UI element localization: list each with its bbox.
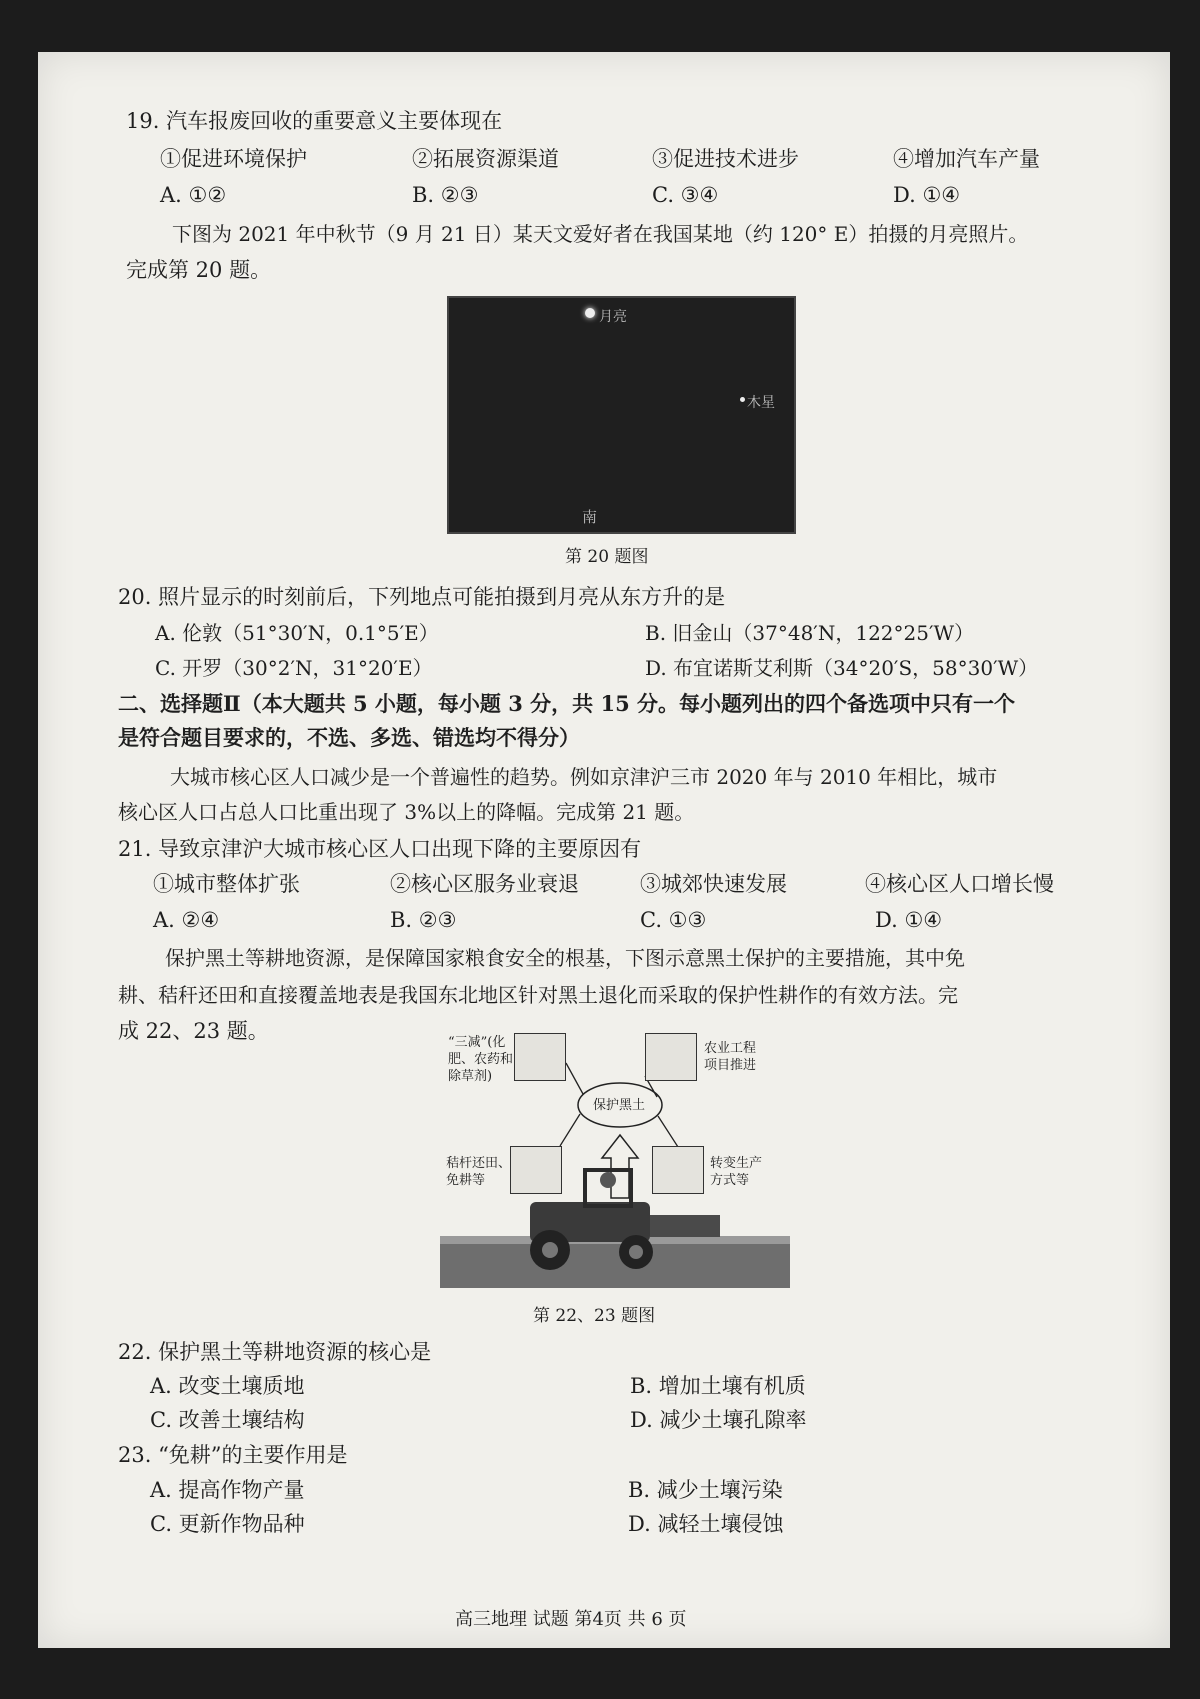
intro20-line1: 下图为 2021 年中秋节（9 月 21 日）某天文爱好者在我国某地（约 120° E）拍摄的月亮照片。 bbox=[172, 222, 1029, 246]
straw-return-icon bbox=[510, 1146, 562, 1194]
q21-stem: 21. 导致京津沪大城市核心区人口出现下降的主要原因有 bbox=[118, 837, 642, 861]
south-label: 南 bbox=[582, 508, 598, 526]
production-change-icon bbox=[652, 1146, 704, 1194]
q21-item-2: ②核心区服务业衰退 bbox=[390, 872, 579, 896]
q22-option-a: A. 改变土壤质地 bbox=[150, 1374, 305, 1398]
q20-option-b: B. 旧金山（37°48′N，122°25′W） bbox=[645, 621, 975, 645]
q22-option-d: D. 减少土壤孔隙率 bbox=[630, 1408, 807, 1432]
q19-item-2: ②拓展资源渠道 bbox=[412, 147, 559, 171]
fertilizer-reduction-icon bbox=[514, 1033, 566, 1081]
intro22-line1: 保护黑土等耕地资源，是保障国家粮食安全的根基，下图示意黑土保护的主要措施，其中免 bbox=[165, 946, 965, 970]
q21-option-c: C. ①③ bbox=[640, 908, 707, 932]
intro21-line1: 大城市核心区人口减少是一个普遍性的趋势。例如京津沪三市 2020 年与 2010 年相比，城市 bbox=[170, 765, 998, 789]
section2-line1: 二、选择题Ⅱ（本大题共 5 小题，每小题 3 分，共 15 分。每小题列出的四个备选项中只有一个 bbox=[118, 691, 1016, 716]
page-footer: 高三地理 试题 第4页 共 6 页 bbox=[455, 1609, 687, 1630]
diagram-center-label: 保护黑土 bbox=[593, 1098, 646, 1113]
intro22-line3: 成 22、23 题。 bbox=[118, 1019, 269, 1043]
q21-item-4: ④核心区人口增长慢 bbox=[865, 872, 1054, 896]
q22-option-b: B. 增加土壤有机质 bbox=[630, 1374, 806, 1398]
intro22-line2: 耕、秸秆还田和直接覆盖地表是我国东北地区针对黑土退化而采取的保护性耕作的有效方法。完 bbox=[118, 983, 958, 1007]
moon-photo bbox=[447, 296, 796, 534]
diagram-label-bottom-left: 秸杆还田、 免耕等 bbox=[446, 1156, 512, 1188]
q23-option-c: C. 更新作物品种 bbox=[150, 1512, 305, 1536]
section2-line2: 是符合题目要求的，不选、多选、错选均不得分） bbox=[118, 725, 580, 750]
moon-dot bbox=[585, 308, 595, 318]
q19-option-a: A. ①② bbox=[160, 183, 227, 207]
q19-option-d: D. ①④ bbox=[893, 183, 961, 207]
diagram-label-top-right: 农业工程 项目推进 bbox=[704, 1041, 757, 1073]
agricultural-project-icon bbox=[645, 1033, 697, 1081]
q19-item-3: ③促进技术进步 bbox=[652, 147, 799, 171]
q20-option-c: C. 开罗（30°2′N，31°20′E） bbox=[155, 656, 433, 680]
diagram-label-top-left: “三减”(化 肥、农药和 除草剂) bbox=[448, 1035, 514, 1084]
black-soil-diagram bbox=[440, 1030, 790, 1288]
q21-option-d: D. ①④ bbox=[875, 908, 943, 932]
q22-stem: 22. 保护黑土等耕地资源的核心是 bbox=[118, 1340, 432, 1364]
q23-option-d: D. 减轻土壤侵蚀 bbox=[628, 1512, 784, 1536]
intro20-line2: 完成第 20 题。 bbox=[126, 258, 272, 282]
q20-stem: 20. 照片显示的时刻前后，下列地点可能拍摄到月亮从东方升的是 bbox=[118, 585, 726, 609]
q23-option-b: B. 减少土壤污染 bbox=[628, 1478, 783, 1502]
q21-option-b: B. ②③ bbox=[390, 908, 457, 932]
jupiter-label: 木星 bbox=[747, 395, 775, 411]
q19-option-c: C. ③④ bbox=[652, 183, 719, 207]
moon-label: 月亮 bbox=[599, 309, 627, 325]
q19-option-b: B. ②③ bbox=[412, 183, 479, 207]
fig20-caption: 第 20 题图 bbox=[565, 547, 649, 567]
q19-stem: 19. 汽车报废回收的重要意义主要体现在 bbox=[126, 109, 503, 133]
q20-option-a: A. 伦敦（51°30′N，0.1°5′E） bbox=[155, 621, 439, 645]
q22-option-c: C. 改善土壤结构 bbox=[150, 1408, 305, 1432]
jupiter-dot bbox=[740, 397, 745, 402]
q19-item-4: ④增加汽车产量 bbox=[893, 147, 1040, 171]
diagram-label-bottom-right: 转变生产 方式等 bbox=[710, 1156, 763, 1188]
intro21-line2: 核心区人口占总人口比重出现了 3%以上的降幅。完成第 21 题。 bbox=[118, 800, 695, 824]
q21-item-3: ③城郊快速发展 bbox=[640, 872, 787, 896]
q23-option-a: A. 提高作物产量 bbox=[150, 1478, 305, 1502]
q23-stem: 23. “免耕”的主要作用是 bbox=[118, 1443, 348, 1467]
q21-item-1: ①城市整体扩张 bbox=[153, 872, 300, 896]
q20-option-d: D. 布宜诺斯艾利斯（34°20′S，58°30′W） bbox=[645, 656, 1039, 680]
q19-item-1: ①促进环境保护 bbox=[160, 147, 307, 171]
q21-option-a: A. ②④ bbox=[153, 908, 220, 932]
fig22-caption: 第 22、23 题图 bbox=[533, 1306, 656, 1326]
